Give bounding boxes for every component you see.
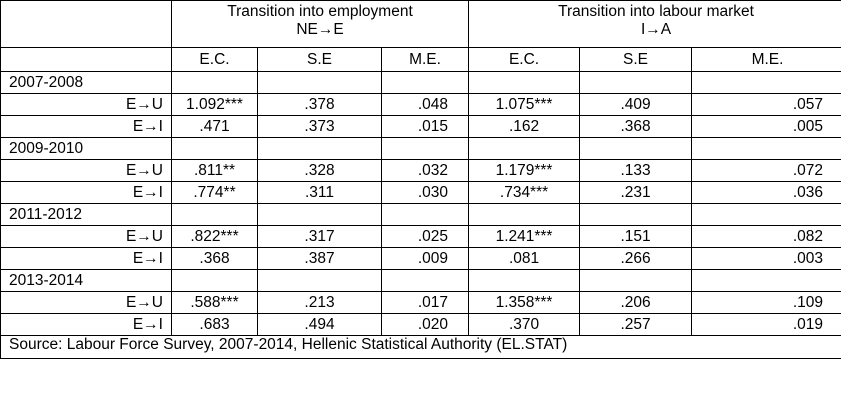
value-cell: .003 <box>692 248 841 270</box>
value-cell: .387 <box>258 248 382 270</box>
period-row <box>1 72 841 94</box>
value-cell: .774** <box>172 182 258 204</box>
table-row <box>1 226 841 248</box>
value-cell: .019 <box>692 314 841 336</box>
value-cell: .311 <box>258 182 382 204</box>
value-cell: .025 <box>382 226 469 248</box>
value-cell: 1.358*** <box>469 292 580 314</box>
value-cell: .368 <box>580 116 692 138</box>
empty-cell <box>382 270 469 292</box>
value-cell: .151 <box>580 226 692 248</box>
transition-label: E→U <box>1 160 172 182</box>
value-cell: 1.179*** <box>469 160 580 182</box>
value-cell: .822*** <box>172 226 258 248</box>
value-cell: .494 <box>258 314 382 336</box>
value-cell: .020 <box>382 314 469 336</box>
value-cell: .317 <box>258 226 382 248</box>
table-row <box>1 160 841 182</box>
empty-cell <box>469 72 580 94</box>
period-label: 2013-2014 <box>1 270 172 292</box>
empty-cell <box>692 138 841 160</box>
empty-cell <box>580 204 692 226</box>
column-header: S.E <box>580 48 692 72</box>
column-header: S.E <box>258 48 382 72</box>
column-header: E.C. <box>172 48 258 72</box>
value-cell: .266 <box>580 248 692 270</box>
empty-cell <box>692 270 841 292</box>
value-cell: .328 <box>258 160 382 182</box>
value-cell: .072 <box>692 160 841 182</box>
empty-cell <box>172 72 258 94</box>
value-cell: .588*** <box>172 292 258 314</box>
table-row <box>1 182 841 204</box>
table-row <box>1 94 841 116</box>
table-row <box>1 292 841 314</box>
value-cell: .683 <box>172 314 258 336</box>
value-cell: 1.092*** <box>172 94 258 116</box>
value-cell: .048 <box>382 94 469 116</box>
empty-cell <box>692 204 841 226</box>
value-cell: .082 <box>692 226 841 248</box>
empty-cell <box>382 72 469 94</box>
period-label: 2007-2008 <box>1 72 172 94</box>
value-cell: .133 <box>580 160 692 182</box>
value-cell: .368 <box>172 248 258 270</box>
transition-label: E→U <box>1 226 172 248</box>
empty-cell <box>580 138 692 160</box>
period-label: 2011-2012 <box>1 204 172 226</box>
group-transition: I→A <box>640 21 672 38</box>
empty-cell <box>580 270 692 292</box>
value-cell: .057 <box>692 94 841 116</box>
value-cell: .213 <box>258 292 382 314</box>
source-note: Source: Labour Force Survey, 2007-2014, Hellenic Statistical Authority (EL.STAT) <box>1 336 841 359</box>
period-row <box>1 270 841 292</box>
corner-cell <box>1 48 172 72</box>
value-cell: .370 <box>469 314 580 336</box>
value-cell: .081 <box>469 248 580 270</box>
column-header-row <box>1 48 841 72</box>
empty-cell <box>258 270 382 292</box>
value-cell: .036 <box>692 182 841 204</box>
group-header-employment <box>172 1 469 48</box>
empty-cell <box>258 72 382 94</box>
source-row <box>1 336 841 359</box>
empty-cell <box>172 138 258 160</box>
empty-cell <box>172 270 258 292</box>
value-cell: .030 <box>382 182 469 204</box>
empty-cell <box>469 270 580 292</box>
table-row <box>1 116 841 138</box>
value-cell: .471 <box>172 116 258 138</box>
value-cell: .231 <box>580 182 692 204</box>
empty-cell <box>469 138 580 160</box>
value-cell: 1.241*** <box>469 226 580 248</box>
group-title: Transition into employment <box>227 3 413 20</box>
value-cell: .015 <box>382 116 469 138</box>
value-cell: .009 <box>382 248 469 270</box>
transition-label: E→U <box>1 292 172 314</box>
group-header-row <box>1 1 841 48</box>
column-header: E.C. <box>469 48 580 72</box>
value-cell: .373 <box>258 116 382 138</box>
empty-cell <box>258 138 382 160</box>
corner-cell <box>1 1 172 48</box>
value-cell: .257 <box>580 314 692 336</box>
value-cell: .378 <box>258 94 382 116</box>
empty-cell <box>692 72 841 94</box>
value-cell: .032 <box>382 160 469 182</box>
period-row <box>1 138 841 160</box>
value-cell: .409 <box>580 94 692 116</box>
period-label: 2009-2010 <box>1 138 172 160</box>
empty-cell <box>580 72 692 94</box>
empty-cell <box>382 138 469 160</box>
value-cell: .206 <box>580 292 692 314</box>
empty-cell <box>258 204 382 226</box>
value-cell: 1.075*** <box>469 94 580 116</box>
empty-cell <box>172 204 258 226</box>
group-transition: NE→E <box>296 21 344 38</box>
value-cell: .811** <box>172 160 258 182</box>
transition-label: E→U <box>1 94 172 116</box>
group-title: Transition into labour market <box>558 3 754 20</box>
value-cell: .017 <box>382 292 469 314</box>
transition-label: E→I <box>1 248 172 270</box>
group-header-labour-market <box>469 1 841 48</box>
transition-label: E→I <box>1 116 172 138</box>
table-row <box>1 248 841 270</box>
value-cell: .734*** <box>469 182 580 204</box>
column-header: M.E. <box>382 48 469 72</box>
value-cell: .109 <box>692 292 841 314</box>
table-row <box>1 314 841 336</box>
empty-cell <box>382 204 469 226</box>
empty-cell <box>469 204 580 226</box>
transition-label: E→I <box>1 182 172 204</box>
period-row <box>1 204 841 226</box>
value-cell: .162 <box>469 116 580 138</box>
column-header: M.E. <box>692 48 841 72</box>
transition-label: E→I <box>1 314 172 336</box>
value-cell: .005 <box>692 116 841 138</box>
